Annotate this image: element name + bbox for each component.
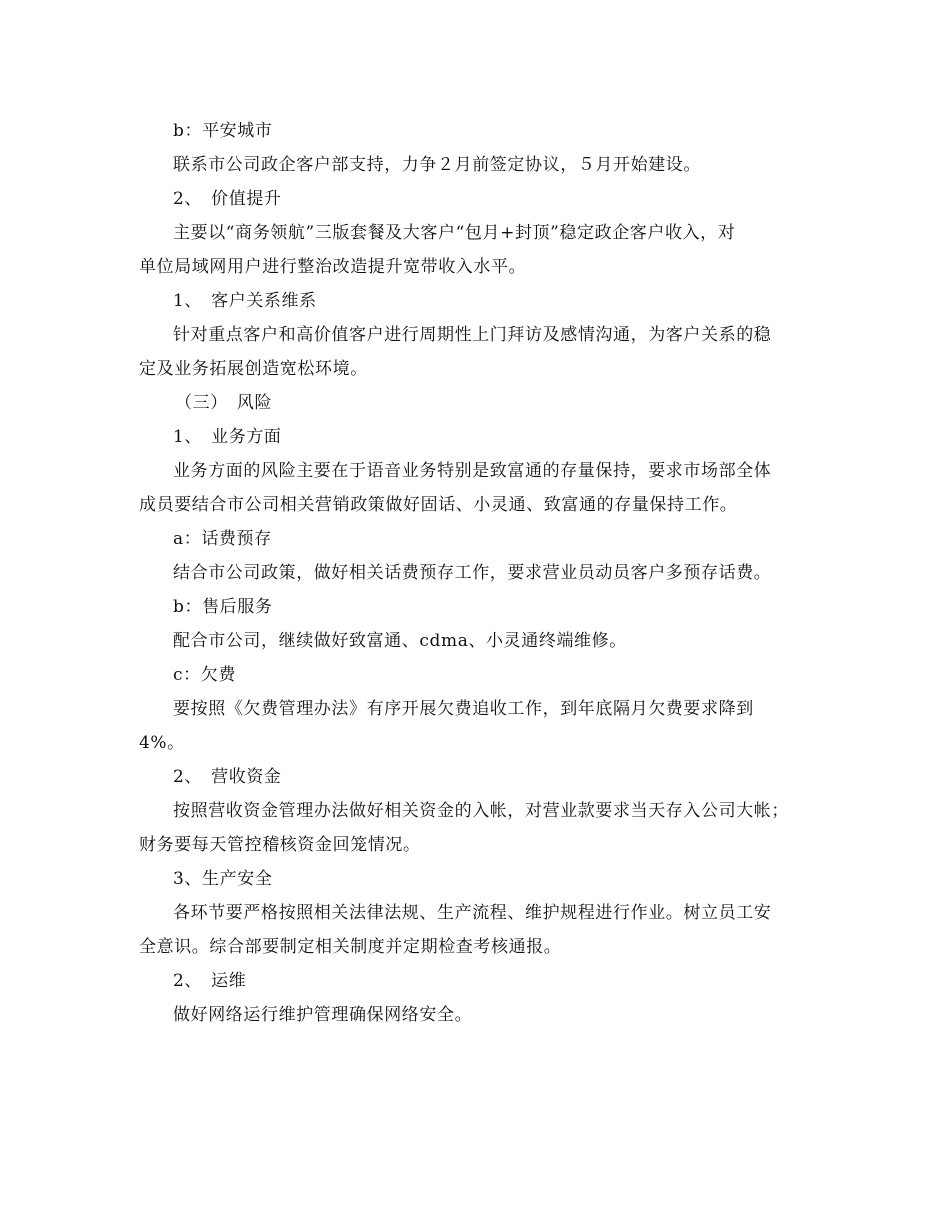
section-heading: 2、 价值提升: [173, 189, 282, 209]
paragraph-line: 配合市公司，继续做好致富通、cdma、小灵通终端维修。: [173, 631, 627, 651]
section-heading: 1、 客户关系维系: [173, 291, 317, 311]
list-item-label: b：售后服务: [173, 597, 273, 617]
paragraph-line: 主要以“商务领航”三版套餐及大客户“包月+封顶”稳定政企客户收入，对: [173, 223, 736, 243]
section-heading: 2、 营收资金: [173, 767, 282, 787]
document-body: [139, 114, 819, 1032]
paragraph-line: 针对重点客户和高价值客户进行周期性上门拜访及感情沟通，为客户关系的稳: [173, 325, 772, 345]
paragraph-line: 财务要每天管控稽核资金回笼情况。: [139, 835, 421, 855]
paragraph-line: 做好网络运行维护管理确保网络安全。: [173, 1005, 473, 1025]
section-heading: 2、 运维: [173, 971, 247, 991]
section-heading: 1、 业务方面: [173, 427, 282, 447]
paragraph-line: 按照营收资金管理办法做好相关资金的入帐，对营业款要求当天存入公司大帐；: [173, 801, 789, 821]
paragraph-line: 4%。: [139, 733, 185, 753]
list-item-label: a：话费预存: [173, 529, 272, 549]
list-item-label: b：平安城市: [173, 121, 273, 141]
paragraph-line: 全意识。综合部要制定相关制度并定期检查考核通报。: [139, 937, 562, 957]
paragraph-line: 成员要结合市公司相关营销政策做好固话、小灵通、致富通的存量保持工作。: [139, 495, 738, 515]
paragraph-line: 联系市公司政企客户部支持，力争２月前签定协议，５月开始建设。: [173, 155, 701, 175]
paragraph-line: 要按照《欠费管理办法》有序开展欠费追收工作，到年底隔月欠费要求降到: [173, 699, 754, 719]
paragraph-line: 结合市公司政策，做好相关话费预存工作，要求营业员动员客户多预存话费。: [173, 563, 772, 583]
section-heading: 3、生产安全: [173, 869, 273, 889]
paragraph-line: 各环节要严格按照相关法律法规、生产流程、维护规程进行作业。树立员工安: [173, 903, 772, 923]
paragraph-line: 单位局域网用户进行整治改造提升宽带收入水平。: [139, 257, 527, 277]
chapter-heading: （三） 风险: [175, 393, 273, 413]
paragraph-line: 定及业务拓展创造宽松环境。: [139, 359, 368, 379]
list-item-label: c：欠费: [173, 665, 236, 685]
paragraph-line: 业务方面的风险主要在于语音业务特别是致富通的存量保持，要求市场部全体: [173, 461, 772, 481]
